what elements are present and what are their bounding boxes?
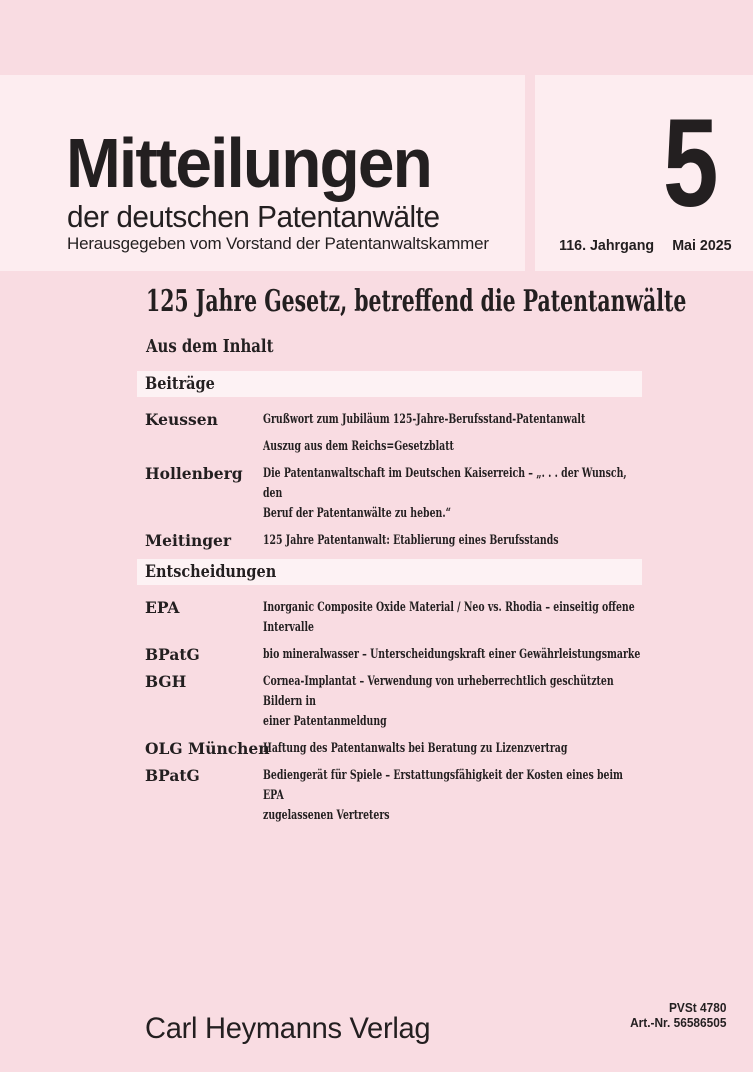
entry-title: Auszug aus dem Reichs=Gesetzblatt: [263, 439, 454, 454]
toc-entry: [137, 531, 642, 551]
toc-entry: [137, 464, 642, 524]
section-heading-label: Entscheidungen: [145, 562, 277, 582]
entry-author: Meitinger: [145, 531, 232, 550]
cover-headline: 125 Jahre Gesetz, betreffend die Patentanwälte: [146, 284, 687, 319]
section-heading-entscheidungen: [137, 559, 642, 585]
issue-panel: [535, 75, 753, 271]
footer-meta: [630, 1001, 726, 1031]
toc-entry: [137, 437, 642, 457]
magazine-subtitle: der deutschen Patentanwälte: [67, 199, 440, 234]
toc-entry: [137, 645, 642, 665]
entry-title: Bediengerät für Spiele – Erstattungsfähigkeit der Kosten eines beim EPA zugelassenen Vertreters: [263, 768, 623, 823]
entry-title: bio mineralwasser – Unterscheidungskraft einer Gewährleistungsmarke: [263, 647, 641, 662]
issue-date: Mai 2025: [672, 237, 732, 254]
entry-title: Haftung des Patentanwalts bei Beratung zu Lizenzvertrag: [263, 741, 568, 756]
entry-title: 125 Jahre Patentanwalt: Etablierung eines Berufsstands: [263, 533, 559, 548]
entry-title: Grußwort zum Jubiläum 125-Jahre-Berufsstand-Patentanwalt: [263, 412, 586, 427]
pvst-number: PVSt 4780: [668, 1001, 726, 1015]
entry-author: [145, 437, 263, 457]
toc-entry: [137, 672, 642, 732]
section-heading-beitraege: [137, 371, 642, 397]
issue-meta: [559, 237, 732, 254]
entry-title: Die Patentanwaltschaft im Deutschen Kaiserreich – „. . . der Wunsch, den Beruf der Patentanwälte zu heben.“: [263, 466, 627, 521]
entry-author: Hollenberg: [145, 464, 243, 483]
article-number: Art.-Nr. 56586505: [629, 1016, 726, 1030]
footer-publisher: Carl Heymanns Verlag: [145, 1012, 431, 1045]
magazine-title: Mitteilungen: [66, 124, 431, 202]
entry-author: BPatG: [145, 766, 200, 785]
entry-author: BPatG: [145, 645, 200, 664]
contents-label: Aus dem Inhalt: [146, 337, 274, 357]
entry-author: OLG München: [145, 739, 270, 758]
entry-author: Keussen: [145, 410, 218, 429]
toc-entry: [137, 598, 642, 638]
volume-label: 116. Jahrgang: [559, 237, 655, 254]
table-of-contents: [137, 371, 642, 833]
entry-author: BGH: [145, 672, 187, 691]
section-heading-label: Beiträge: [145, 374, 215, 394]
publisher-line: Herausgegeben vom Vorstand der Patentanwaltskammer: [67, 234, 489, 253]
issue-number: 5: [663, 94, 719, 233]
entry-author: EPA: [145, 598, 180, 617]
masthead-panel: [0, 75, 525, 271]
entry-title: Cornea-Implantat – Verwendung von urheberrechtlich geschützten Bildern in einer Patentanmeldung: [263, 674, 614, 729]
entry-title: Inorganic Composite Oxide Material / Neo vs. Rhodia – einseitig offene Intervalle: [263, 600, 635, 635]
toc-entry: [137, 766, 642, 826]
toc-entry: [137, 739, 642, 759]
toc-entry: [137, 410, 642, 430]
